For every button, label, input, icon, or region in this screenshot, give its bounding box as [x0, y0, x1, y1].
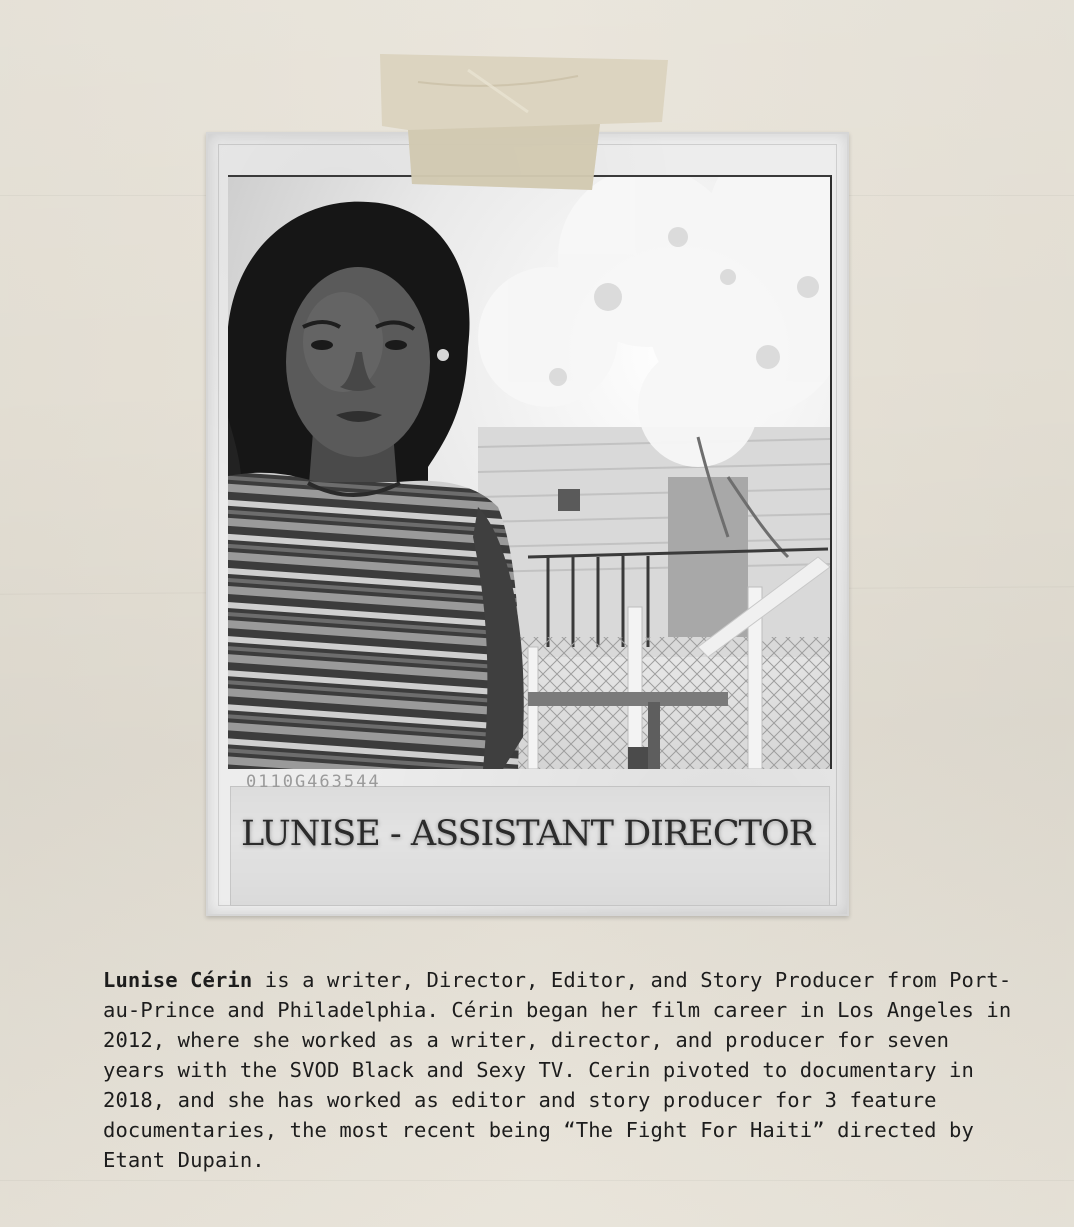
- polaroid-frame: [206, 132, 849, 916]
- bio-name: Lunise Cérin: [103, 968, 253, 992]
- paper-crease: [0, 1180, 1074, 1181]
- bio-text: is a writer, Director, Editor, and Story Producer from Port- au-Prince and Philadelphia. Cérin began her film career in Los Angeles in 2012, where she worked as a writer, director, and producer for seven years with the SVOD Black and Sexy TV. Cerin pivoted to documentary in 2018, and she has worked as editor and story producer for 3 feature documentaries, the most recent being “The Fight For Haiti” directed by Etant Dupain.: [103, 968, 1012, 1172]
- bio-paragraph: [103, 965, 1033, 1175]
- portrait-photo: [228, 175, 832, 769]
- photo-caption: LUNISE - ASSISTANT DIRECTOR: [240, 814, 815, 854]
- film-serial-number: 0110G463544: [246, 772, 381, 792]
- masking-tape: [378, 52, 670, 192]
